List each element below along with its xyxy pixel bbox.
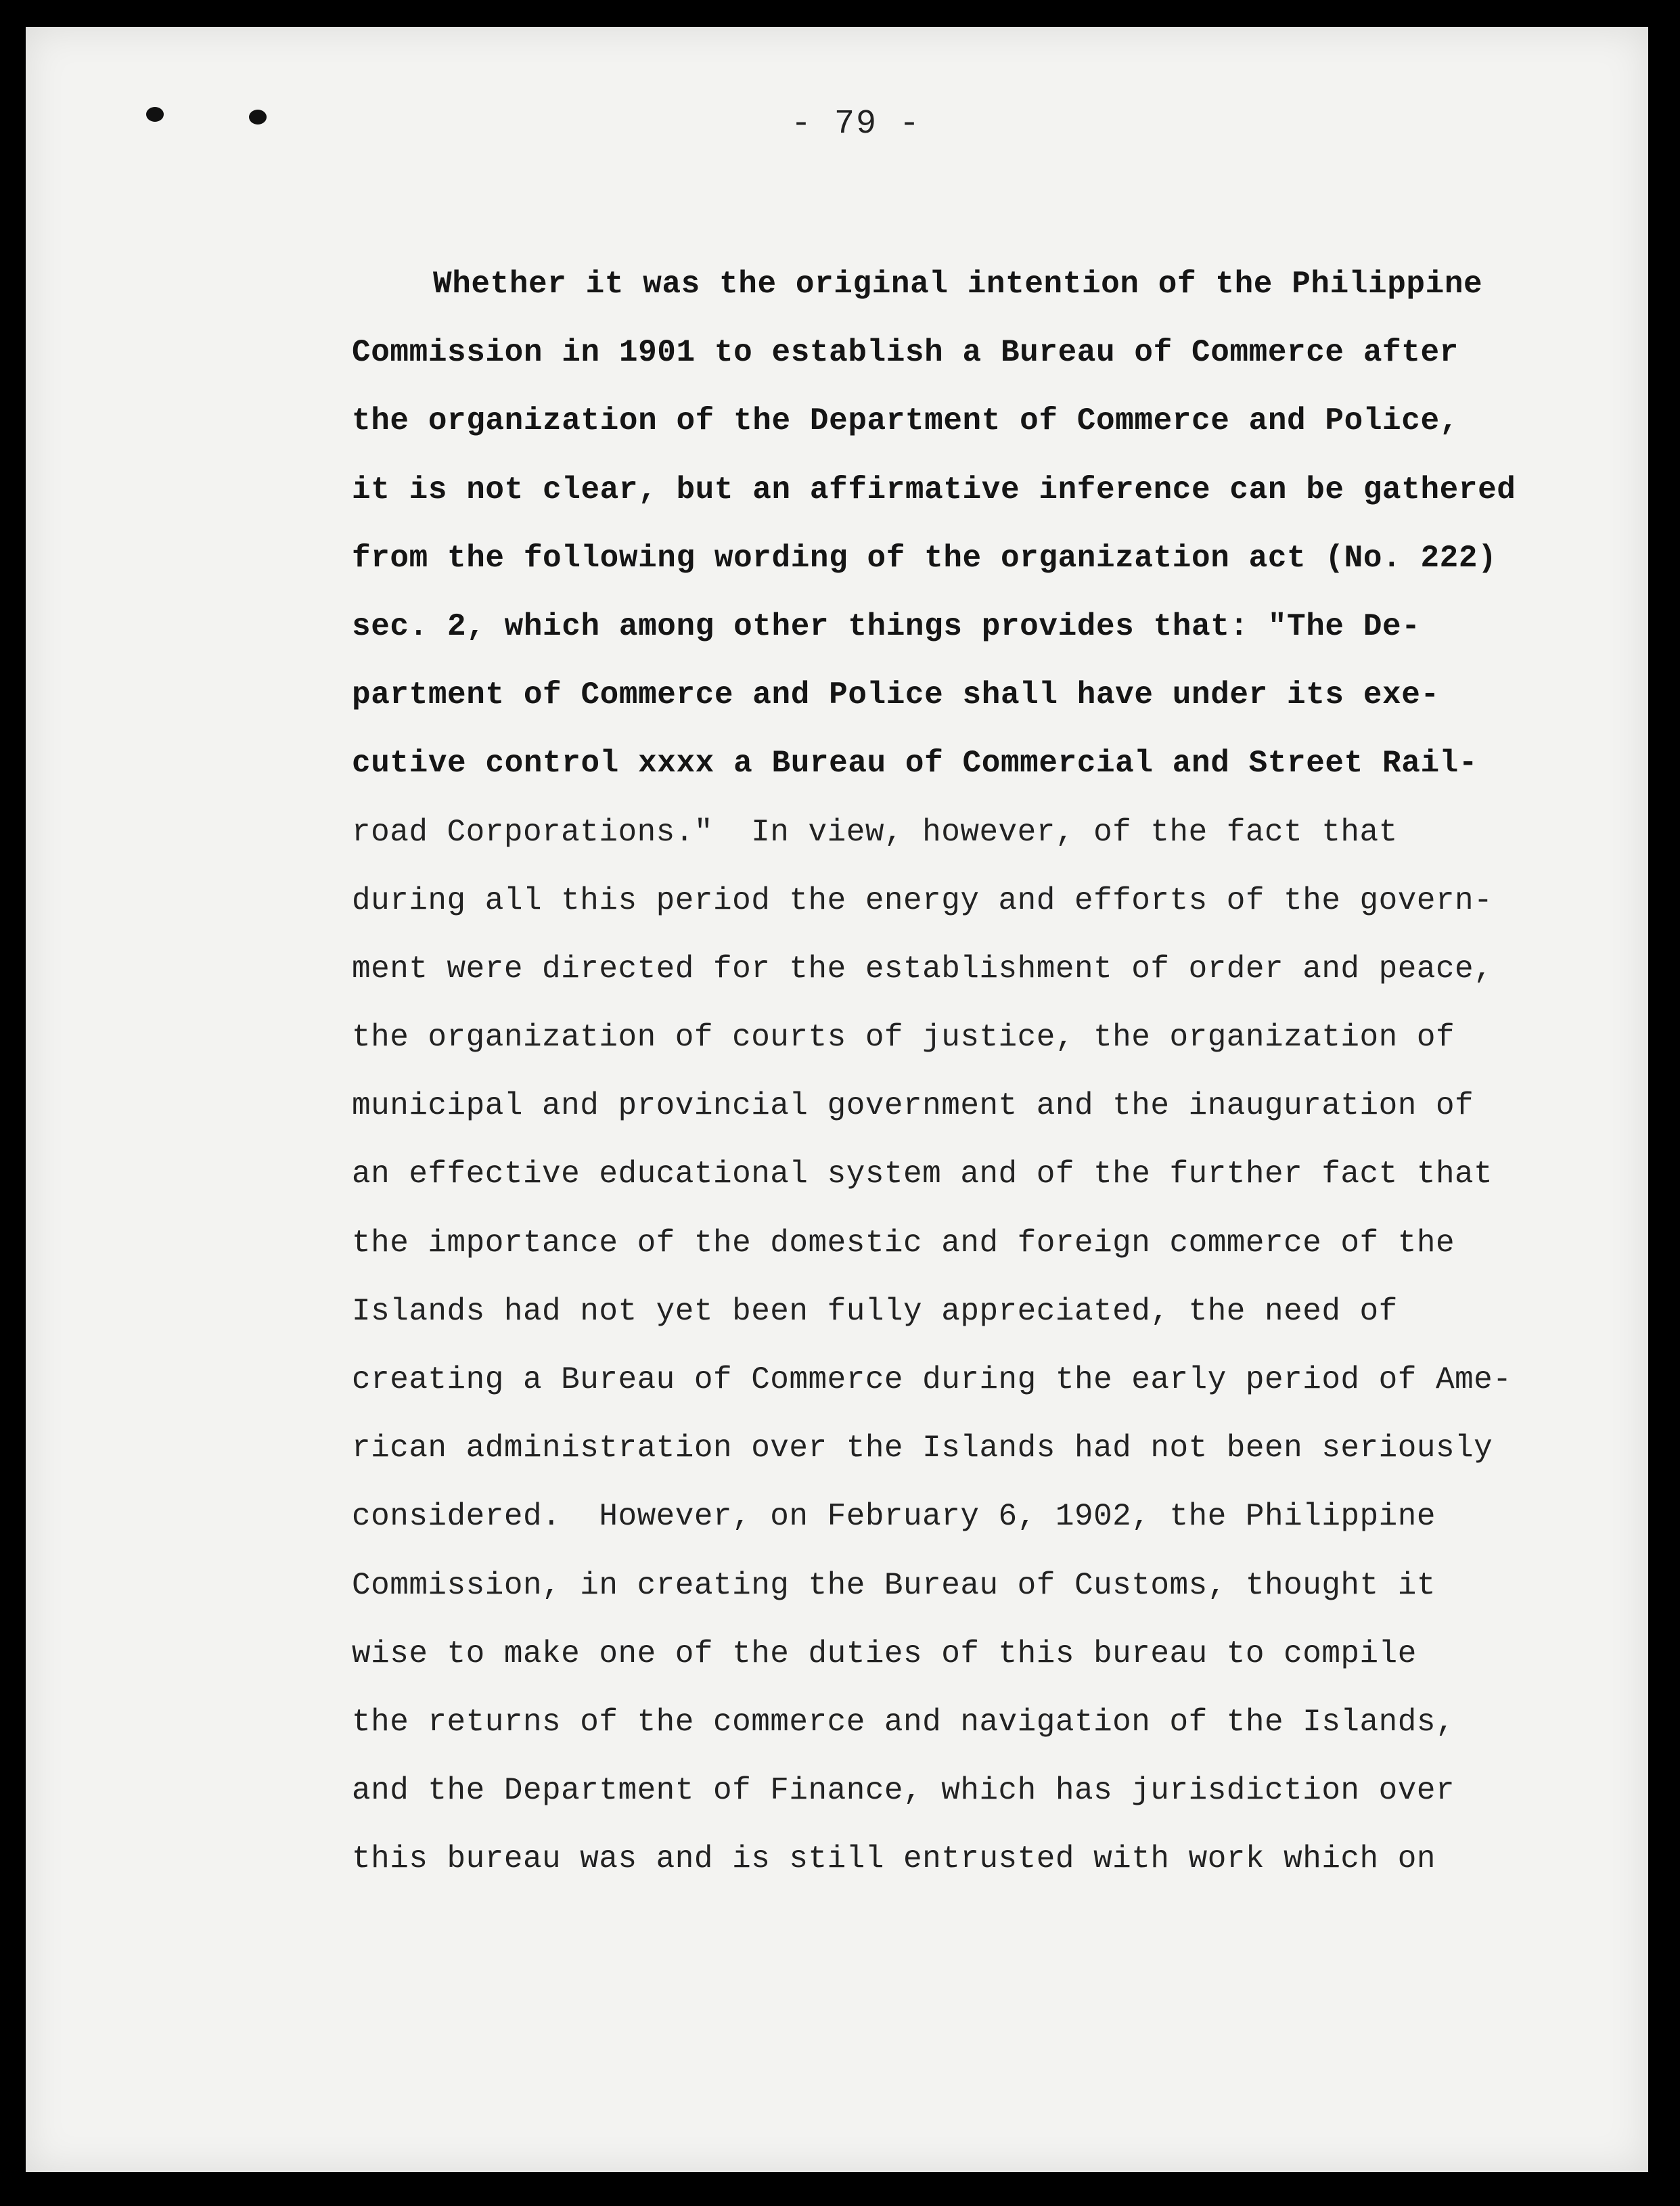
text-line: road Corporations." In view, however, of the fact that	[352, 814, 1398, 850]
text-line: the organization of the Department of Commerce and Police,	[352, 403, 1459, 439]
text-line: considered. However, on February 6, 1902, the Philippine	[352, 1499, 1436, 1535]
text-line: ment were directed for the establishment of order and peace,	[352, 951, 1493, 987]
text-line: Commission in 1901 to establish a Bureau of Commerce after	[352, 335, 1459, 371]
text-line: and the Department of Finance, which has jurisdiction over	[352, 1773, 1455, 1809]
text-line: the organization of courts of justice, the organization of	[352, 1020, 1455, 1056]
text-line: from the following wording of the organization act (No. 222)	[352, 540, 1497, 576]
text-line: the returns of the commerce and navigation of the Islands,	[352, 1704, 1455, 1740]
punch-hole	[146, 107, 164, 122]
text-line: rican administration over the Islands had not been seriously	[352, 1431, 1493, 1466]
text-line: sec. 2, which among other things provides that: "The De-	[352, 608, 1421, 644]
page-number: - 79 -	[790, 105, 922, 143]
text-line: Whether it was the original intention of the Philippine	[433, 267, 1483, 302]
punch-hole	[249, 110, 267, 125]
text-line: creating a Bureau of Commerce during the early period of Ame-	[352, 1362, 1512, 1397]
text-line: partment of Commerce and Police shall have under its exe-	[352, 677, 1440, 713]
text-line: it is not clear, but an affirmative inference can be gathered	[352, 472, 1516, 508]
text-line: Commission, in creating the Bureau of Customs, thought it	[352, 1567, 1436, 1603]
text-line: the importance of the domestic and foreign commerce of the	[352, 1225, 1455, 1261]
text-line: municipal and provincial government and the inauguration of	[352, 1088, 1474, 1124]
text-line: an effective educational system and of the further fact that	[352, 1156, 1493, 1192]
text-line: during all this period the energy and efforts of the govern-	[352, 882, 1493, 918]
text-line: cutive control xxxx a Bureau of Commercial and Street Rail-	[352, 746, 1478, 782]
text-line: wise to make one of the duties of this bureau to compile	[352, 1636, 1417, 1671]
text-line: Islands had not yet been fully appreciated, the need of	[352, 1293, 1398, 1329]
body-text	[352, 250, 1516, 1894]
text-line: this bureau was and is still entrusted with work which on	[352, 1841, 1436, 1877]
